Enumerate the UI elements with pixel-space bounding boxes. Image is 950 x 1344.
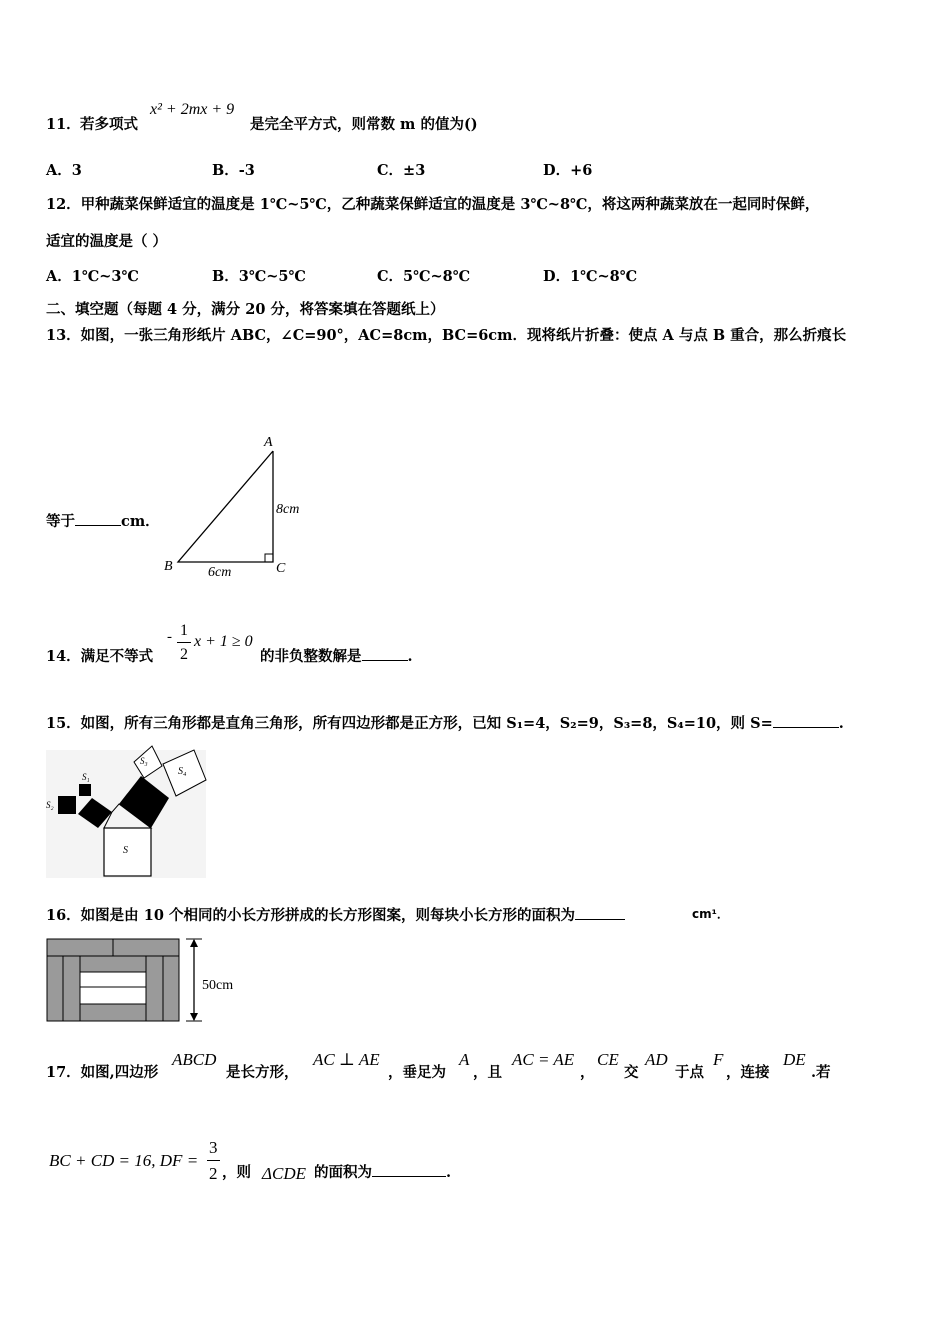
q14-answer-blank bbox=[362, 660, 408, 661]
vertex-a-label: A bbox=[264, 435, 273, 450]
q14-formula-rest: x + 1 ≥ 0 bbox=[194, 633, 253, 650]
q17-t6: ，连接 bbox=[726, 1064, 770, 1081]
q11-option-b: B．-3 bbox=[212, 162, 255, 179]
q17-t9-line bbox=[314, 1166, 451, 1181]
q12-text-line1: 12．甲种蔬菜保鲜适宜的温度是 1℃~5℃，乙种蔬菜保鲜适宜的温度是 3℃~8℃，将这两种蔬菜放在一起同时保鲜， bbox=[46, 196, 820, 213]
q17-t1: 是长方形， bbox=[226, 1064, 299, 1081]
q13-text-line2 bbox=[46, 515, 160, 530]
q11-formula: x² + 2mx + 9 bbox=[150, 101, 235, 118]
q11-number: 11． bbox=[46, 116, 81, 133]
q17-end: . bbox=[446, 1164, 452, 1181]
side-bc-label: 6cm bbox=[208, 565, 232, 580]
q11-option-d: D．+6 bbox=[543, 162, 593, 179]
q12-option-c: C．5℃~8℃ bbox=[377, 268, 471, 285]
q12-option-b: B．3℃~5℃ bbox=[212, 268, 306, 285]
q17-t3: ，且 bbox=[473, 1064, 502, 1081]
section-2-title: 二、填空题（每题 4 分，满分 20 分，将答案填在答题纸上） bbox=[46, 301, 445, 318]
label-s2: S₂ bbox=[46, 800, 54, 810]
black-square-left bbox=[78, 798, 112, 828]
q17-point-f: F bbox=[713, 1050, 724, 1069]
q15-text-main: 15．如图，所有三角形都是直角三角形，所有四边形都是正方形，已知 S₁=4，S₂=9，S₃=8，S₄=10，则 S= bbox=[46, 715, 773, 732]
q14-frac-den: 2 bbox=[180, 646, 188, 663]
q13-answer-blank bbox=[75, 525, 121, 526]
middle-row-2 bbox=[80, 987, 146, 1004]
q14-neg-sign: - bbox=[167, 629, 172, 645]
q17-frac-den: 2 bbox=[209, 1164, 218, 1183]
black-square-right bbox=[119, 776, 169, 828]
q15-squares-figure bbox=[46, 744, 216, 884]
q15-end: . bbox=[838, 715, 844, 732]
q13-line2-post: cm． bbox=[121, 513, 160, 530]
square-s3 bbox=[134, 746, 162, 778]
label-s: S bbox=[123, 845, 128, 856]
q16-text-main: 16．如图是由 10 个相同的小长方形拼成的长方形图案，则每块小长方形的面积为 bbox=[46, 907, 575, 924]
q16-answer-blank bbox=[575, 919, 625, 920]
q17-abcd: ABCD bbox=[172, 1050, 217, 1069]
arrow-head-down bbox=[190, 1013, 198, 1021]
q14-text-post bbox=[260, 650, 413, 665]
label-s3: S₃ bbox=[140, 756, 148, 766]
vertex-c-label: C bbox=[276, 561, 286, 576]
q14-post-text: 的非负整数解是 bbox=[260, 648, 362, 665]
q17-triangle-cde: ΔCDE bbox=[262, 1164, 306, 1183]
q17-t4: 交 bbox=[624, 1064, 639, 1081]
q17-comma: ， bbox=[580, 1064, 595, 1081]
q11-text-pre: 若多项式 bbox=[80, 116, 138, 133]
q15-text bbox=[46, 717, 844, 732]
q15-answer-blank bbox=[773, 727, 839, 728]
side-ac-label: 8cm bbox=[276, 502, 300, 517]
q11-option-a: A．3 bbox=[46, 162, 82, 179]
q17-ad: AD bbox=[645, 1050, 668, 1069]
label-s1: S₁ bbox=[82, 772, 90, 782]
label-s4: S₄ bbox=[178, 766, 187, 777]
q17-t8: ，则 bbox=[222, 1164, 251, 1181]
vertex-b-label: B bbox=[164, 559, 173, 574]
q17-de: DE bbox=[783, 1050, 806, 1069]
q17-t5: 于点 bbox=[675, 1064, 704, 1081]
height-label: 50cm bbox=[202, 978, 234, 993]
square-s1 bbox=[79, 784, 91, 796]
q16-unit: cm¹． bbox=[692, 907, 729, 921]
q14-frac-bar bbox=[177, 642, 191, 643]
middle-row-1 bbox=[80, 972, 146, 987]
q14-text-pre: 14．满足不等式 bbox=[46, 648, 154, 665]
q16-rectangles-figure bbox=[46, 938, 246, 1028]
q17-formula: BC + CD = 16, DF = bbox=[49, 1151, 199, 1170]
q14-frac-num: 1 bbox=[180, 622, 188, 639]
q12-text-line2: 适宜的温度是（ ） bbox=[46, 233, 168, 250]
q17-number-pre: 17．如图,四边形 bbox=[46, 1064, 159, 1081]
q17-t2: ，垂足为 bbox=[388, 1064, 446, 1081]
q17-frac-num: 3 bbox=[209, 1138, 218, 1157]
q17-frac-bar bbox=[207, 1160, 220, 1161]
square-s2 bbox=[58, 796, 76, 814]
q17-equality: AC = AE bbox=[512, 1050, 575, 1069]
q11-text-post: 是完全平方式，则常数 m 的值为() bbox=[250, 116, 478, 133]
q13-text-line1: 13．如图，一张三角形纸片 ABC，∠C=90°，AC=8cm，BC=6cm．现将纸片折叠：使点 A 与点 B 重合，那么折痕长 bbox=[46, 327, 847, 344]
q17-t9: 的面积为 bbox=[314, 1164, 372, 1181]
arrow-head-up bbox=[190, 939, 198, 947]
q17-ce: CE bbox=[597, 1050, 619, 1069]
q17-perp: AC ⊥ AE bbox=[313, 1050, 380, 1069]
q13-line2-pre: 等于 bbox=[46, 513, 75, 530]
q17-answer-blank bbox=[372, 1176, 446, 1177]
q14-end: . bbox=[407, 648, 413, 665]
triangle-abc bbox=[178, 451, 273, 562]
right-angle-marker bbox=[265, 554, 273, 562]
q16-text bbox=[46, 909, 625, 924]
q12-option-d: D．1℃~8℃ bbox=[543, 268, 638, 285]
q17-point-a: A bbox=[459, 1050, 470, 1069]
q12-option-a: A．1℃~3℃ bbox=[46, 268, 139, 285]
q11-option-c: C．±3 bbox=[377, 162, 426, 179]
q13-triangle-figure bbox=[160, 430, 320, 580]
q17-t7: .若 bbox=[811, 1064, 831, 1081]
